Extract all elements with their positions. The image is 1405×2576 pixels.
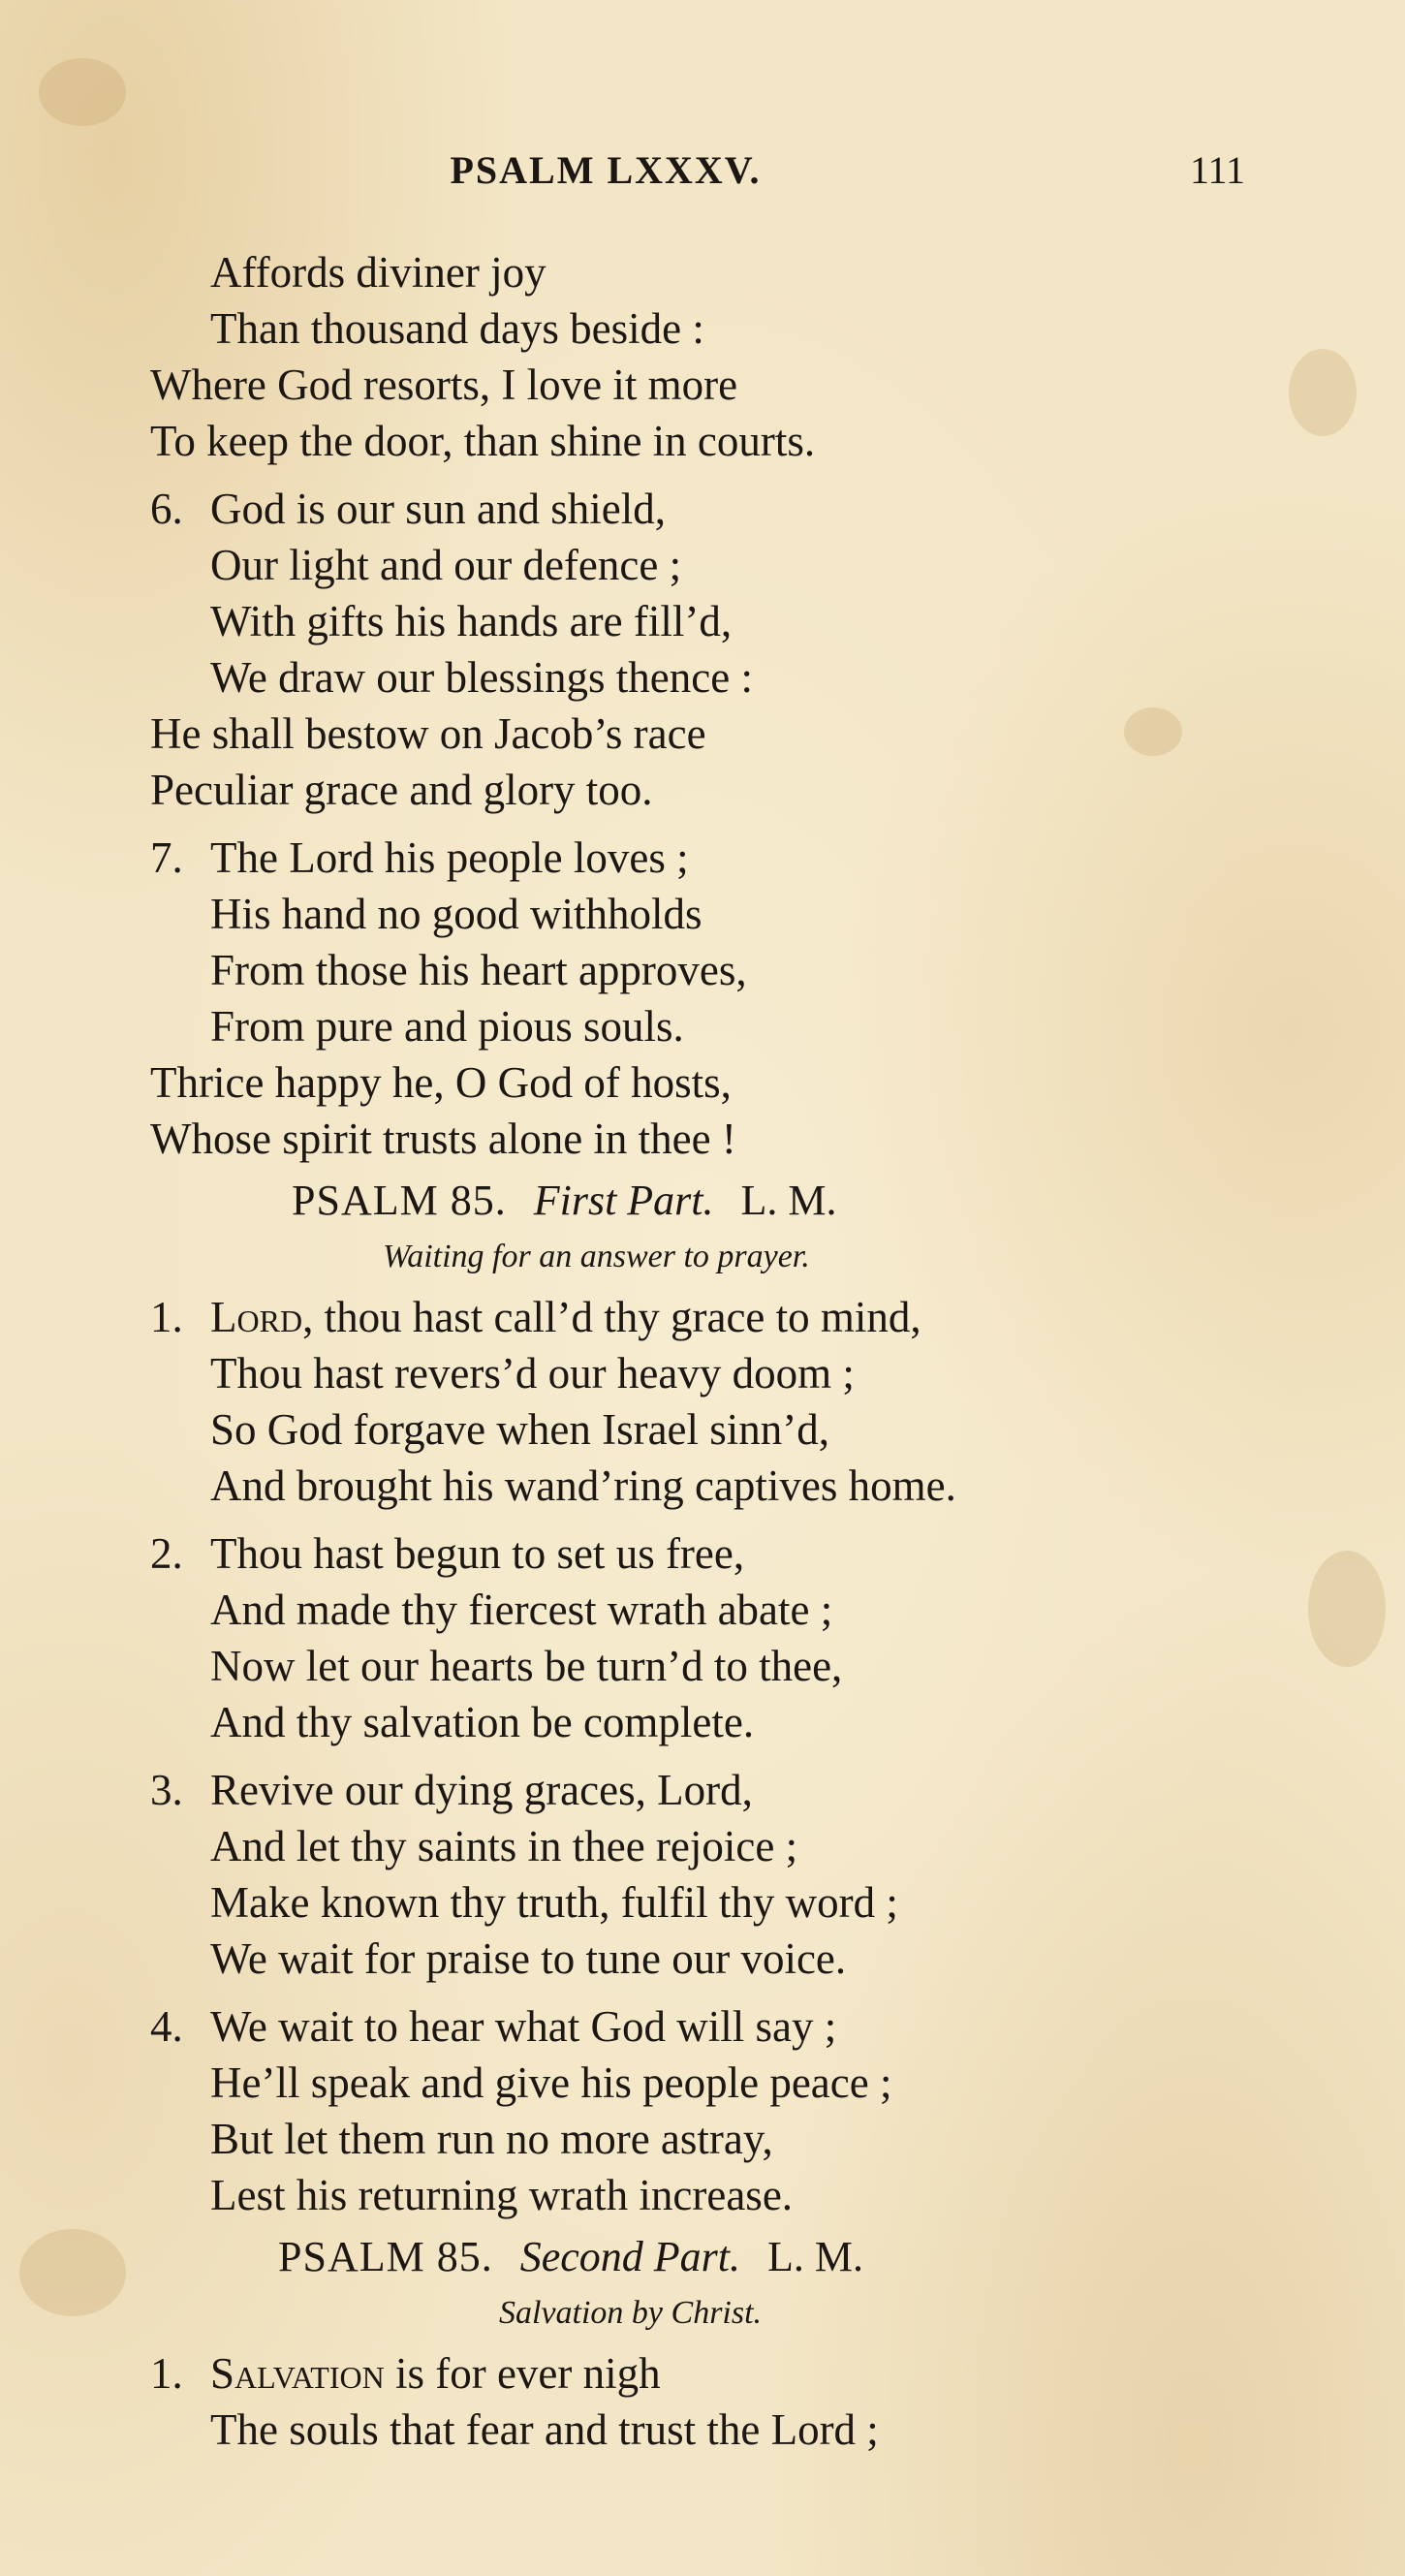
- verse-line: Peculiar grace and glory too.: [150, 766, 653, 814]
- verse-number: 2.: [150, 1529, 183, 1578]
- heading-meter: L. M.: [767, 2233, 864, 2280]
- section-subtitle: Salvation by Christ.: [499, 2295, 763, 2331]
- verse-line: With gifts his hands are fill’d,: [210, 597, 733, 645]
- verse-text: , thou hast call’d thy grace to mind,: [302, 1293, 921, 1341]
- verse-number: 1.: [150, 1293, 183, 1341]
- verse-line: And brought his wand’ring captives home.: [210, 1461, 956, 1510]
- verse-line: And thy salvation be complete.: [210, 1698, 755, 1746]
- verse-line: From those his heart approves,: [210, 946, 747, 994]
- heading-part: First Part.: [533, 1177, 714, 1224]
- verse-line: We wait for praise to tune our voice.: [210, 1934, 847, 1983]
- verse-line: The souls that fear and trust the Lord ;: [210, 2405, 879, 2454]
- section-heading: [150, 2227, 1235, 2287]
- verse-line: Our light and our defence ;: [210, 541, 682, 589]
- verse-line: [150, 481, 1235, 537]
- verse-line: [150, 1289, 1235, 1345]
- verse-line: Affords diviner joy: [210, 248, 546, 297]
- verse-line: To keep the door, than shine in courts.: [150, 417, 816, 465]
- section-subtitle: Waiting for an answer to prayer.: [383, 1239, 810, 1274]
- verse-line: Thrice happy he, O God of hosts,: [150, 1058, 732, 1107]
- verse-line: [150, 830, 1235, 886]
- verse-line: Lest his returning wrath increase.: [210, 2171, 794, 2219]
- psalm-text: [150, 244, 1235, 2458]
- verse-line: [150, 1762, 1235, 1818]
- verse-line: Where God resorts, I love it more: [150, 361, 738, 409]
- heading-part: Second Part.: [519, 2233, 741, 2280]
- paper-stain: [19, 2229, 126, 2316]
- heading-psalm: PSALM 85.: [278, 2233, 493, 2280]
- page-number: 111: [1190, 148, 1246, 192]
- verse-line: He shall bestow on Jacob’s race: [150, 709, 706, 758]
- verse-text: Thou hast begun to set us free,: [210, 1529, 745, 1578]
- heading-psalm: PSALM 85.: [292, 1177, 507, 1224]
- verse-line: [150, 2345, 1235, 2402]
- verse-line: Whose spirit trusts alone in thee !: [150, 1115, 736, 1163]
- paper-stain: [1289, 349, 1357, 436]
- verse-first-word: Lord: [210, 1293, 303, 1341]
- verse-text: is for ever nigh: [384, 2349, 661, 2398]
- verse-line: And made thy fiercest wrath abate ;: [210, 1586, 833, 1634]
- verse-number: 7.: [150, 833, 183, 882]
- verse-line: [150, 1525, 1235, 1582]
- running-header-title: PSALM LXXXV.: [450, 148, 762, 192]
- verse-line: But let them run no more astray,: [210, 2115, 773, 2163]
- section-heading: [150, 1171, 1235, 1231]
- verse-line: [150, 1998, 1235, 2055]
- verse-line: We draw our blessings thence :: [210, 653, 753, 702]
- verse-number: 4.: [150, 2002, 183, 2051]
- verse-line: Than thousand days beside :: [210, 304, 704, 353]
- heading-meter: L. M.: [740, 1177, 837, 1224]
- verse-number: 3.: [150, 1766, 183, 1814]
- verse-line: He’ll speak and give his people peace ;: [210, 2058, 892, 2107]
- verse-text: God is our sun and shield,: [210, 485, 666, 533]
- verse-number: 1.: [150, 2349, 183, 2398]
- verse-text: The Lord his people loves ;: [210, 833, 689, 882]
- verse-line: Make known thy truth, fulfil thy word ;: [210, 1878, 898, 1927]
- verse-text: Revive our dying graces, Lord,: [210, 1766, 753, 1814]
- verse-line: So God forgave when Israel sinn’d,: [210, 1405, 830, 1454]
- paper-stain: [39, 58, 126, 126]
- paper-stain: [1308, 1551, 1386, 1667]
- verse-first-word: Salvation: [210, 2349, 385, 2398]
- verse-line: His hand no good withholds: [210, 890, 702, 938]
- verse-line: And let thy saints in thee rejoice ;: [210, 1822, 798, 1870]
- verse-number: 6.: [150, 485, 183, 533]
- verse-line: From pure and pious souls.: [210, 1002, 684, 1051]
- verse-line: Now let our hearts be turn’d to thee,: [210, 1642, 843, 1690]
- verse-line: Thou hast revers’d our heavy doom ;: [210, 1349, 855, 1398]
- verse-text: We wait to hear what God will say ;: [210, 2002, 837, 2051]
